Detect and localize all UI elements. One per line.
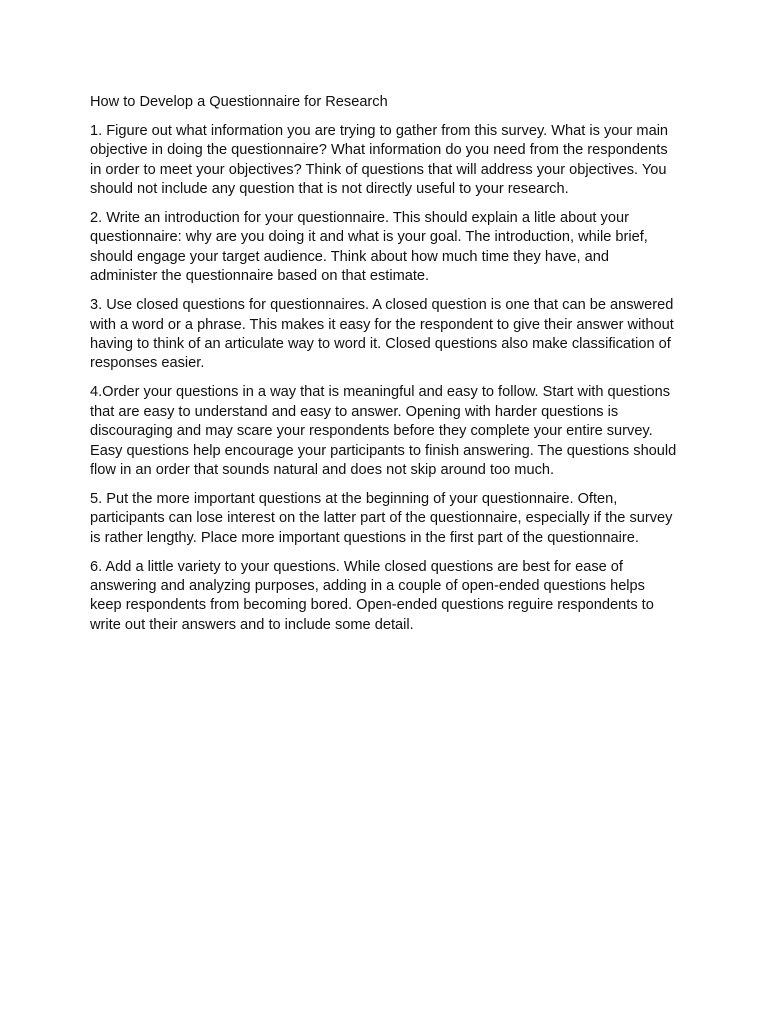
- paragraph-step-3: 3. Use closed questions for questionnaires. A closed question is one that can be answered with a word or a phrase. This makes it easy for the respondent to give their answer without having to think of an articulate way to word it. Closed questions also make classification of responses easier.: [90, 297, 674, 372]
- paragraph-step-4: 4.Order your questions in a way that is meaningful and easy to follow. Start with questions that are easy to understand and easy to answer. Opening with harder questions is discouraging and may scare your respondents before they complete your entire survey. Easy questions help encourage your participants to finish answering. The questions should flow in an order that sounds natural and does not skip around too much.: [90, 384, 677, 478]
- paragraph-step-5: 5. Put the more important questions at the beginning of your questionnaire. Often, participants can lose interest on the latter part of the questionnaire, especially if the survey is rather lengthy. Place more important questions in the first part of the questionnaire.: [90, 490, 673, 546]
- paragraph-step-1: 1. Figure out what information you are trying to gather from this survey. What is your main objective in doing the questionnaire? What information do you need from the respondents in order to meet your objectives? Think of questions that will address your objectives. You should not include any question that is not directly useful to your research.: [90, 122, 669, 198]
- paragraph-step-6: 6. Add a little variety to your questions. While closed questions are best for ease of answering and analyzing purposes, adding in a couple of open-ended questions helps keep respondents from becoming bored. Open-ended questions reguire respondents to write out their answers and to include some detail.: [90, 558, 654, 633]
- document-title: How to Develop a Questionnaire for Research: [90, 94, 388, 110]
- document-page: [90, 93, 680, 645]
- paragraph-step-2: 2. Write an introduction for your questionnaire. This should explain a litle about your questionnaire: why are you doing it and what is your goal. The introduction, while brief, should engage your target audience. Think about how much time they have, and administer the questionnaire based on that estimate.: [90, 210, 648, 285]
